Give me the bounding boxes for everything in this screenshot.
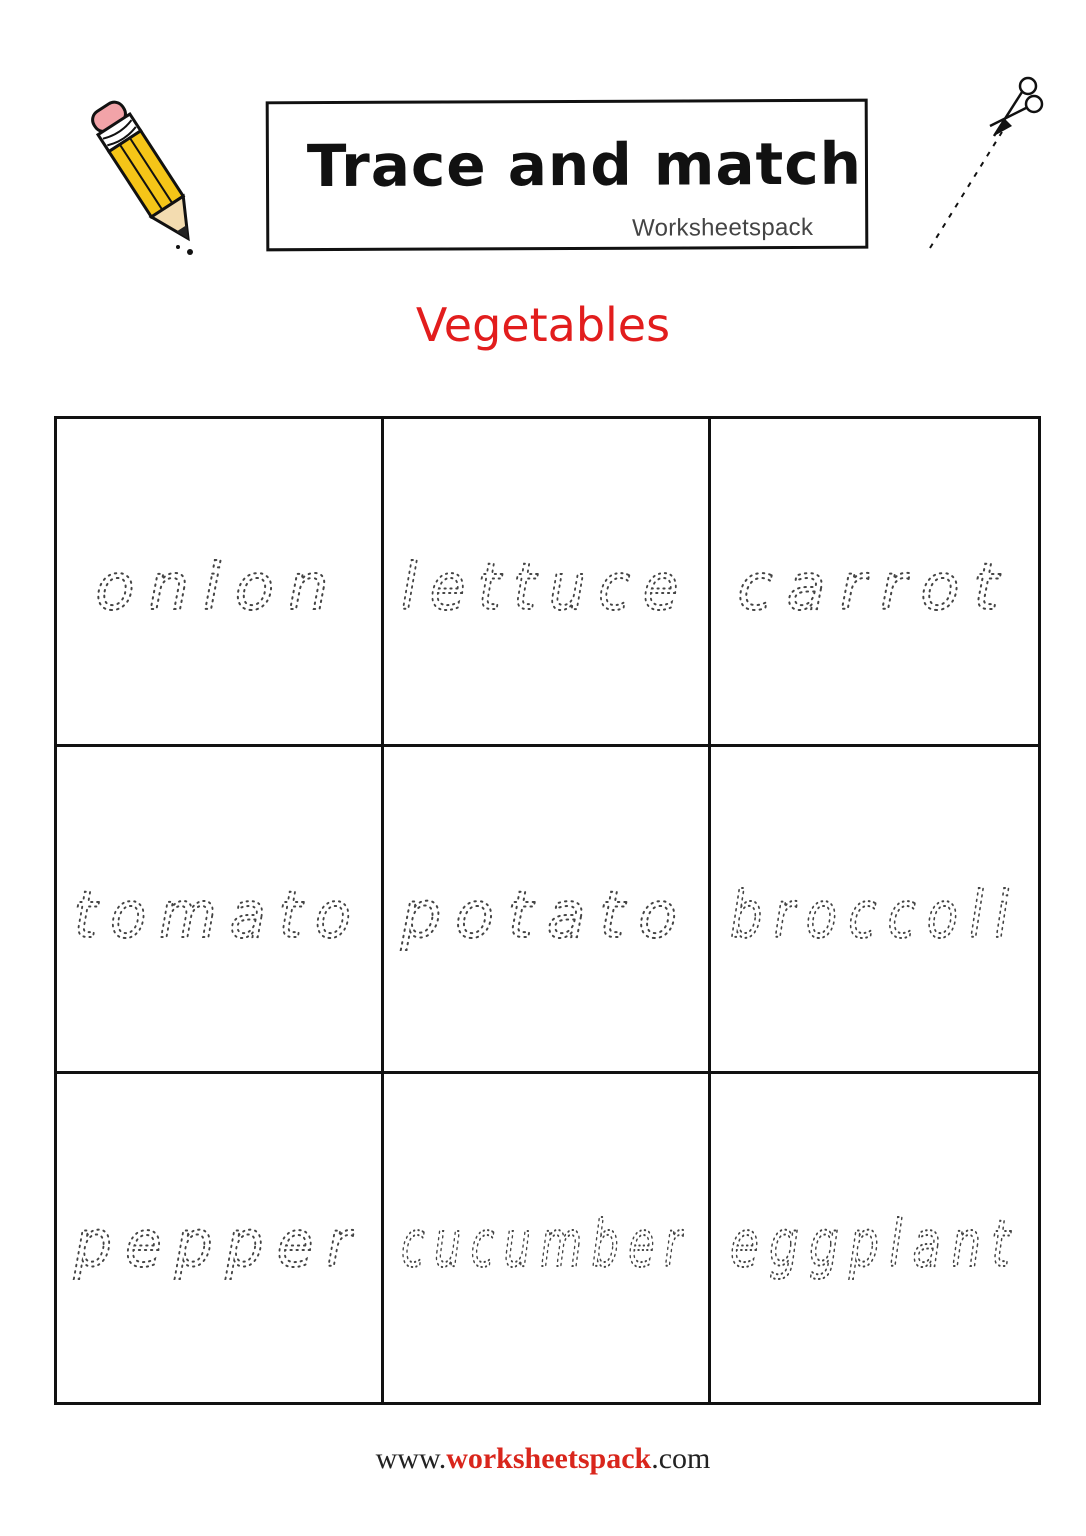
trace-word <box>725 1168 1025 1308</box>
trace-word-text: cucumber <box>401 1208 691 1283</box>
trace-word-text: onion <box>95 551 343 626</box>
trace-word <box>396 1168 696 1308</box>
footer-domain: worksheetspack <box>446 1442 652 1475</box>
trace-word-text: broccoli <box>729 878 1020 953</box>
trace-word-text: eggplant <box>729 1208 1020 1283</box>
trace-word <box>69 1168 369 1308</box>
subtitle: Vegetables <box>415 298 671 352</box>
trace-word-text: carrot <box>736 551 1013 626</box>
word-card <box>57 1074 384 1402</box>
trace-word <box>396 511 696 651</box>
scissors-icon <box>918 70 1053 255</box>
word-card <box>711 1074 1038 1402</box>
trace-word-text: pepper <box>73 1208 365 1283</box>
title-box <box>266 99 869 252</box>
page-title: Trace and match <box>306 129 863 201</box>
trace-word-text: tomato <box>74 878 364 953</box>
footer-prefix: www. <box>375 1442 447 1475</box>
word-grid <box>54 416 1041 1405</box>
trace-word <box>725 511 1025 651</box>
trace-word-text: lettuce <box>401 551 691 626</box>
word-card <box>384 747 711 1075</box>
word-card <box>711 747 1038 1075</box>
footer-url <box>0 1442 1086 1476</box>
trace-word <box>725 839 1025 979</box>
word-card <box>384 419 711 747</box>
word-card <box>384 1074 711 1402</box>
footer-suffix: .com <box>651 1442 711 1475</box>
brand-label: Worksheetspack <box>632 213 814 242</box>
trace-word <box>69 839 369 979</box>
word-card <box>57 419 384 747</box>
trace-word <box>69 511 369 651</box>
pencil-icon <box>92 90 204 260</box>
word-card <box>711 419 1038 747</box>
trace-word <box>396 839 696 979</box>
trace-word-text: potato <box>400 878 691 953</box>
word-card <box>57 747 384 1075</box>
